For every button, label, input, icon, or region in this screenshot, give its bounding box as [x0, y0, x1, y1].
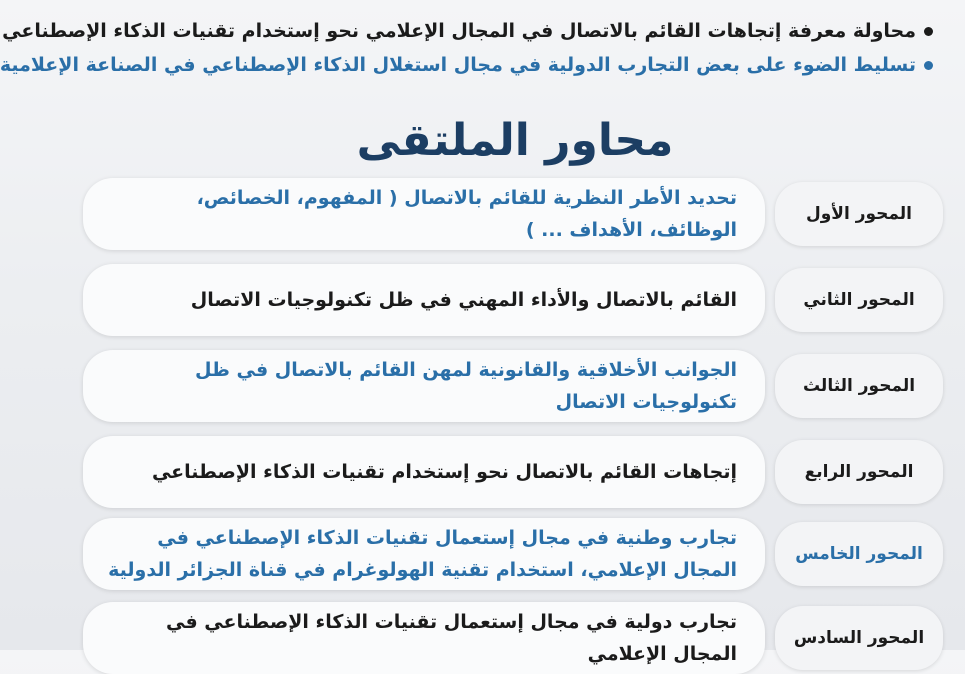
axis-row — [65, 602, 965, 665]
axis-content-text: تجارب وطنية في مجال إستعمال تقنيات الذكاء الإصطناعي في المجال الإعلامي، استخدام تقنية الهولوغرام في قناة الجزائر الدولية — [108, 527, 737, 581]
axis-row — [65, 436, 965, 508]
axis-content — [83, 350, 765, 422]
axis-content-text: القائم بالاتصال والأداء المهني في ظل تكنولوجيات الاتصال — [190, 289, 737, 311]
section-title: محاور الملتقى — [356, 115, 674, 166]
axis-content-text: تجارب دولية في مجال إستعمال تقنيات الذكاء الإصطناعي في المجال الإعلامي — [165, 611, 737, 665]
axis-label-text: المحور الثاني — [803, 290, 915, 310]
axis-content-text: الجوانب الأخلاقية والقانونية لمهن القائم بالاتصال في ظل تكنولوجيات الاتصال — [195, 359, 737, 413]
objective-item — [0, 48, 933, 82]
axis-content — [83, 178, 765, 250]
axis-label-text: المحور السادس — [793, 628, 925, 648]
axis-content — [83, 264, 765, 336]
axis-label — [775, 522, 943, 586]
axis-label-text: المحور الرابع — [804, 462, 914, 482]
axis-row — [65, 518, 965, 590]
axis-row — [65, 350, 965, 422]
axis-content-text: إتجاهات القائم بالاتصال نحو إستخدام تقنيات الذكاء الإصطناعي — [151, 461, 737, 483]
axis-content — [83, 602, 765, 674]
objective-item — [2, 14, 933, 48]
bullet-dot-icon — [924, 61, 933, 70]
axis-content — [83, 436, 765, 508]
axis-label — [775, 440, 943, 504]
axis-label — [775, 182, 943, 246]
axis-row — [65, 264, 965, 336]
objective-text: تسليط الضوء على بعض التجارب الدولية في مجال استغلال الذكاء الإصطناعي في الصناعة الإعلامية — [0, 54, 916, 76]
objective-text: محاولة معرفة إتجاهات القائم بالاتصال في المجال الإعلامي نحو إستخدام تقنيات الذكاء الإصطناعي — [2, 20, 916, 42]
axis-label-text: المحور الثالث — [802, 376, 916, 396]
bullet-dot-icon — [924, 27, 933, 36]
axis-label — [775, 606, 943, 670]
axis-label — [775, 354, 943, 418]
axis-content-text: تحديد الأطر النظرية للقائم بالاتصال ( المفهوم، الخصائص، الوظائف، الأهداف ... ) — [196, 187, 737, 241]
axis-row — [65, 178, 965, 250]
axis-label-text: المحور الخامس — [795, 544, 923, 564]
axis-content — [83, 518, 765, 590]
axis-label — [775, 268, 943, 332]
objectives-list — [0, 14, 933, 82]
axis-label-text: المحور الأول — [805, 204, 913, 224]
